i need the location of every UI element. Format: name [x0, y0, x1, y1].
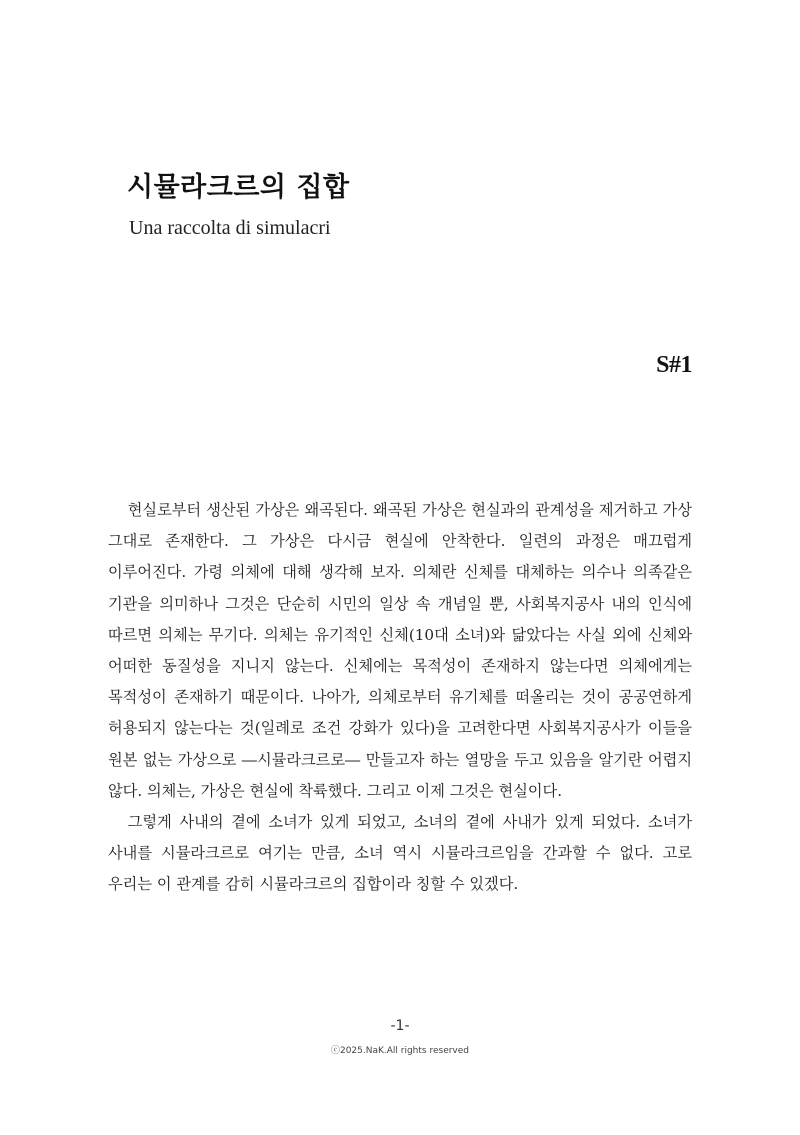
paragraph-2: 그렇게 사내의 곁에 소녀가 있게 되었고, 소녀의 곁에 사내가 있게 되었다. 소녀가 사내를 시뮬라크르로 여기는 만큼, 소녀 역시 시뮬라크르임을 간과할 수 없다. 고로 우리는 이 관계를 감히 시뮬라크르의 집합이라 칭할 수 있겠다.: [108, 813, 692, 894]
page-subtitle: Una raccolta di simulacri: [129, 217, 331, 239]
page-title: 시뮬라크르의 집합: [127, 172, 350, 203]
scene-label: S#1: [656, 352, 692, 378]
page-number: -1-: [390, 1018, 410, 1034]
paragraph-1: 현실로부터 생산된 가상은 왜곡된다. 왜곡된 가상은 현실과의 관계성을 제거하고 가상 그대로 존재한다. 그 가상은 다시금 현실에 안착한다. 일련의 과정은 매끄럽게 이루어진다. 가령 의체에 대해 생각해 보자. 의체란 신체를 대체하는 의수나 의족같은 기관을 의미하나 그것은 단순히 시민의 일상 속 개념일 뿐, 사회복지공사 내의 인식에 따르면 의체는 무기다. 의체는 유기적인 신체(10대 소녀)와 닮았다는 사실 외에 신체와 어떠한 동질성을 지니지 않는다. 신체에는 목적성이 존재하지 않는다면 의체에게는 목적성이 존재하기 때문이다. 나아가, 의체로부터 유기체를 떠올리는 것이 공공연하게 허용되지 않는다는 것(일례로 조건 강화가 있다)을 고려한다면 사회복지공사가 이들을 원본 없는 가상으로 ―시뮬라크르로― 만들고자 하는 열망을 두고 있음을 알기란 어렵지 않다. 의체는, 가상은 현실에 착륙했다. 그리고 이제 그것은 현실이다.: [108, 501, 692, 800]
copyright-notice: ⓒ2025.NaK.All rights reserved: [330, 1046, 470, 1056]
body-text: [108, 495, 692, 901]
